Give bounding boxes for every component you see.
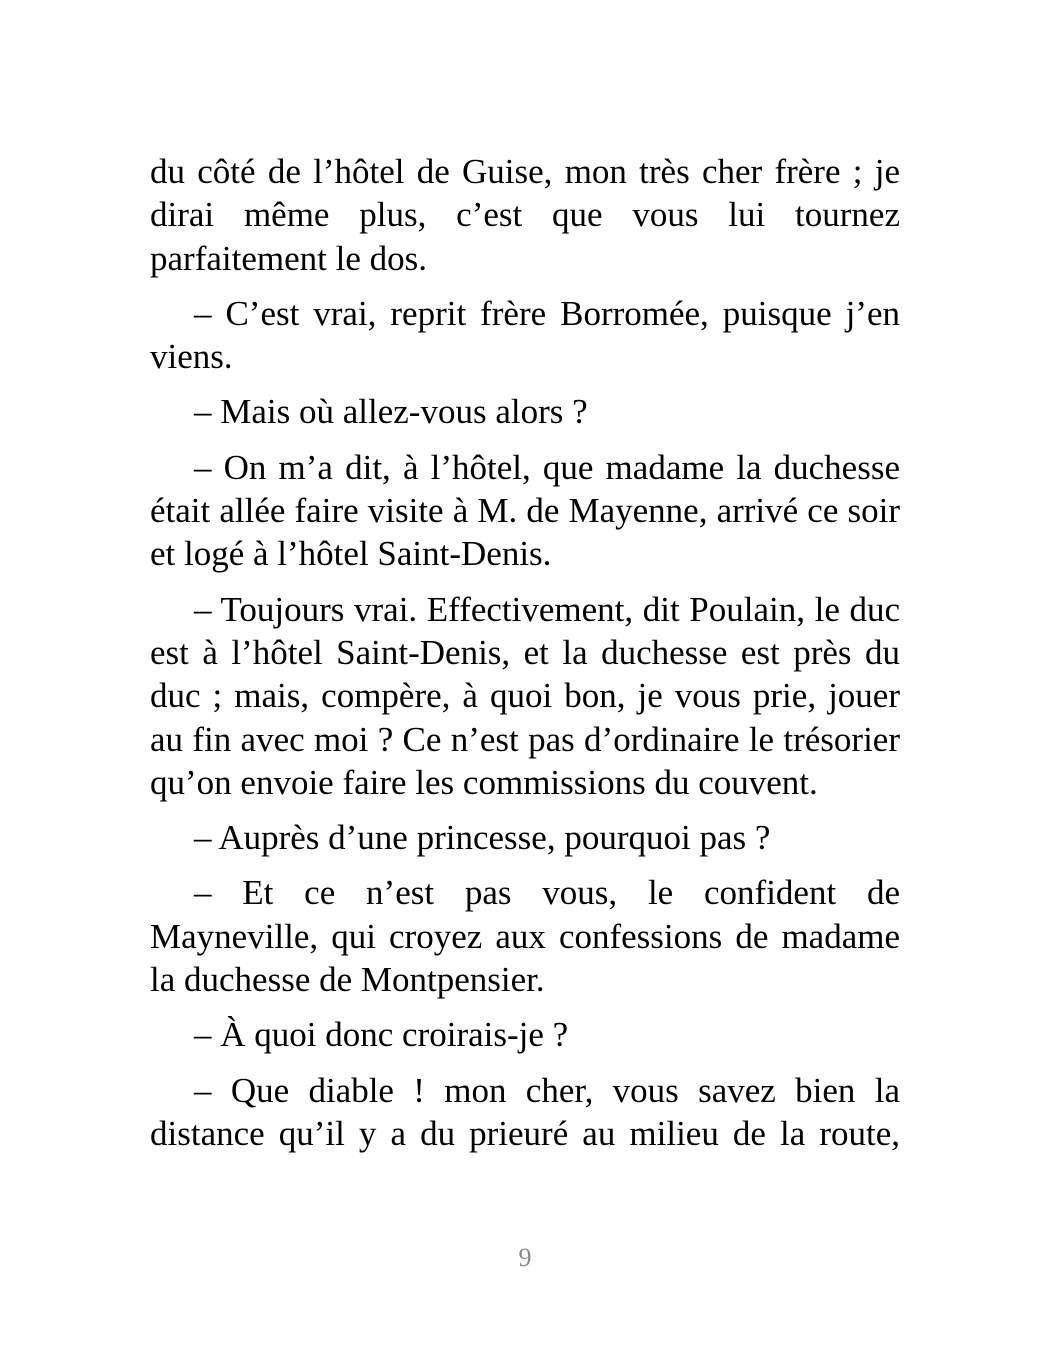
paragraph-dialogue: – Mais où allez-vous alors ? (194, 392, 588, 432)
page-number: 9 (518, 1243, 532, 1272)
paragraph-dialogue: – Toujours vrai. Effectivement, dit Poulain, le duc est à l’hôtel Saint-Denis, et la duchesse est près du duc ; mais, compère, à quoi bon, je vous prie, jouer au fin avec moi ? Ce n’est pas d’ordinaire le trésorier qu’on envoie faire les commissions du couvent. (150, 589, 900, 802)
paragraph-dialogue: – On m’a dit, à l’hôtel, que madame la duchesse était allée faire visite à M. de Mayenne, arrivé ce soir et logé à l’hôtel Saint-Denis. (150, 447, 900, 574)
paragraph-dialogue: – Que diable ! mon cher, vous savez bien la distance qu’il y a du prieuré au milieu de la route, (150, 1070, 900, 1153)
paragraph-dialogue: – C’est vrai, reprit frère Borromée, puisque j’en viens. (150, 293, 900, 377)
paragraph-dialogue: – À quoi donc croirais-je ? (194, 1015, 569, 1055)
page-body (150, 150, 900, 1167)
paragraph-dialogue: – Et ce n’est pas vous, le confident de Mayneville, qui croyez aux confessions de madame la duchesse de Montpensier. (150, 873, 900, 1000)
paragraph-dialogue: – Auprès d’une princesse, pourquoi pas ? (194, 818, 771, 858)
paragraph-continuation: du côté de l’hôtel de Guise, mon très cher frère ; je dirai même plus, c’est que vous lui tournez parfaitement le dos. (150, 152, 900, 278)
